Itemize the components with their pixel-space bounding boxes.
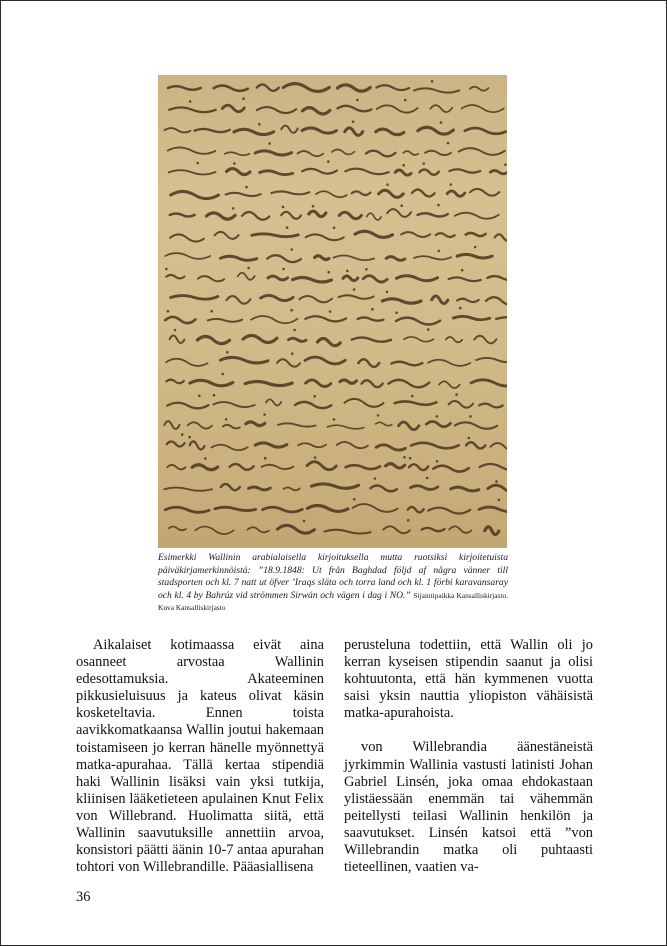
paragraph: von Willebrandia äänestäneistä jyrkimmin Wallinia vastusti latinisti Johan Gabriel Linsén, joka omaa ehdokastaan ylistäessään enemmän tai vähemmän peitellysti teilasi Wallinin henkilön ja saavutukset. Linsén katsoi että ”von Willebrandin matka oli puhtaasti tieteellinen, vaatien va- — [344, 739, 593, 876]
text-column-right — [344, 637, 593, 876]
page-number: 36 — [76, 889, 91, 905]
paragraph: perusteluna todettiin, että Wallin oli jo kerran kyseisen stipendin saanut ja olisi kohtuutonta, että hän kymmenen vuotta saisi yksin nauttia yliopiston vähäisistä matka-apurahoista. — [344, 637, 593, 722]
handwriting-strokes — [158, 75, 507, 548]
caption-credit: Sijaintipaikka Kansalliskirjasto. Kuva Kansalliskirjasto — [158, 590, 508, 613]
caption-text: Esimerkki Wallinin arabialaisella kirjoituksella mutta ruotsiksi kirjoitetuista päiväkirjamerkinnöistä: ”18.9.1848: Ut från Baghdad följd af några vänner till stadsporten och kl. 7 natt ut öfver ’Iraqs släta och torra land och kl. 1 förbi karavansaray och kl. 4 by Bahrúz vid strömmen Sirwán och vägen i dag i NO.” — [158, 552, 508, 601]
paragraph: Aikalaiset kotimaassa eivät aina osanneet arvostaa Wallinin edesottamuksia. Akateeminen pikkusieluisuus ja kateus olivat käsin kosketeltavia. Ennen toista aavikkomatkaansa Wallin joutui hakemaan toistamiseen jo kerran hänelle myönnettyä matka-apurahaa. Tällä kertaa stipendiä haki Wallinin lisäksi vain yksi tutkija, kliinisen lääketieteen apulainen Knut Felix von Willebrand. Huolimatta siitä, että Wallinin saavutuksille annettiin arvoa, konsistori päätti äänin 10-7 antaa apurahan tohtori von Willebrandille. Pääasiallisena — [76, 637, 324, 876]
manuscript-photo — [158, 75, 507, 548]
figure-caption — [158, 552, 508, 615]
text-column-left — [76, 637, 324, 876]
